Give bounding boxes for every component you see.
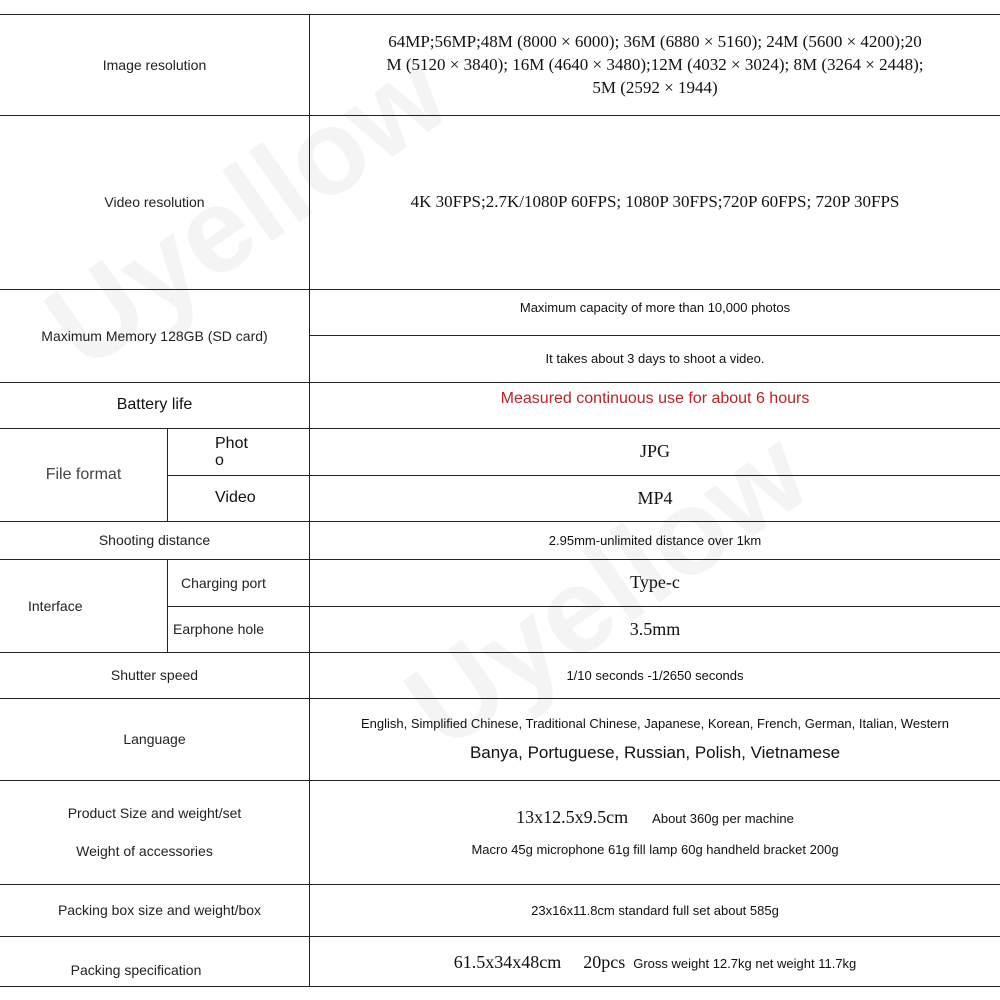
battery-value: Measured continuous use for about 6 hours [500,390,810,407]
shooting-distance-label: Shooting distance [98,532,211,548]
language-label: Language [123,731,186,747]
shutter-speed-value: 1/10 seconds -1/2650 seconds [566,667,744,683]
language-line: English, Simplified Chinese, Traditional Chinese, Japanese, Korean, French, German, Italian, Western [361,715,949,731]
product-dimensions: 13x12.5x9.5cm [516,807,629,827]
battery-label: Battery life [116,396,193,413]
image-resolution-value [310,14,1000,115]
packing-weight: Gross weight 12.7kg net weight 11.7kg [633,956,857,971]
memory-photos-value: Maximum capacity of more than 10,000 photos [519,299,791,315]
packing-box-label: Packing box size and weight/box [57,902,262,918]
charging-port-value: Type-c [630,572,680,592]
product-size-value [310,780,1000,884]
packing-spec-value [310,936,1000,986]
language-value [310,698,1000,780]
shooting-distance-value: 2.95mm-unlimited distance over 1km [548,532,762,548]
photo-label: Phot o [215,434,248,469]
earphone-hole-value: 3.5mm [629,618,681,639]
video-format-value: MP4 [637,487,673,508]
product-weight: About 360g per machine [652,811,794,826]
language-line: Banya, Portuguese, Russian, Polish, Vietnamese [469,742,841,762]
packing-spec-label: Packing specification [70,962,202,978]
product-size-label-line: Product Size and weight/set [67,805,242,821]
product-size-line [516,807,794,828]
packing-quantity: 20pcs [583,952,626,972]
video-resolution-label: Video resolution [104,194,205,210]
product-size-label [0,780,309,884]
packing-box-value: 23x16x11.8cm standard full set about 585g [531,902,779,918]
accessories-weight-label: Weight of accessories [76,843,213,859]
memory-video-value: It takes about 3 days to shoot a video. [545,351,765,366]
image-resolution-line: M (5120 × 3840); 16M (4640 × 3480);12M (4032 × 3024); 8M (3264 × 2448); [386,55,924,74]
earphone-hole-label: Earphone hole [173,621,265,637]
image-resolution-line: 5M (2592 × 1944) [592,78,718,97]
interface-label: Interface [28,597,83,614]
shutter-speed-label: Shutter speed [110,667,199,683]
image-resolution-label: Image resolution [102,56,207,73]
image-resolution-line: 64MP;56MP;48M (8000 × 6000); 36M (6880 × 5160); 24M (5600 × 4200);20 [388,32,922,51]
charging-port-label: Charging port [181,574,266,591]
memory-label: Maximum Memory 128GB (SD card) [41,327,268,344]
video-label: Video [215,489,256,506]
photo-format-value: JPG [639,441,670,461]
packing-dimensions: 61.5x34x48cm [453,952,562,972]
video-resolution-value: 4K 30FPS;2.7K/1080P 60FPS; 1080P 30FPS;720P 60FPS; 720P 30FPS [410,192,900,211]
accessories-weight-value: Macro 45g microphone 61g fill lamp 60g handheld bracket 200g [471,842,839,857]
file-format-label: File format [45,465,122,483]
